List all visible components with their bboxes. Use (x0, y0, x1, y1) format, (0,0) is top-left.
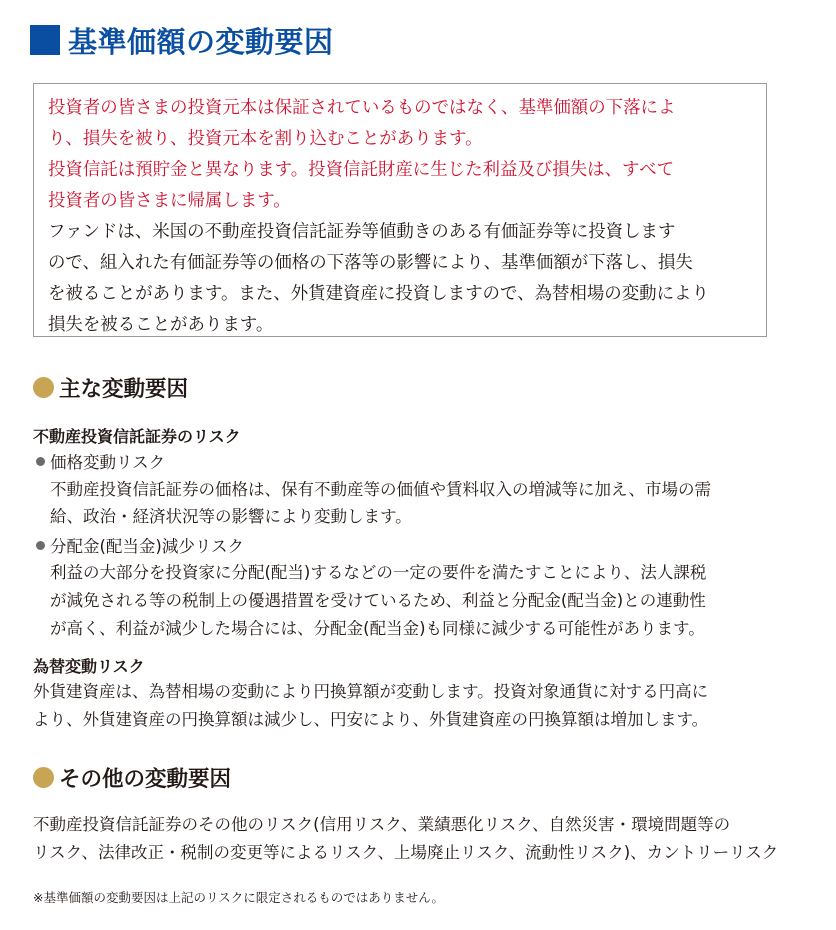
other-factors-heading-text: その他の変動要因 (59, 766, 232, 792)
footnote: ※基準価額の変動要因は上記のリスクに限定されるものではありません。 (33, 890, 444, 905)
price-risk-label-row (36, 449, 165, 473)
other-factors-text: リスク、法律改正・税制の変更等によるリスク、上場廃止リスク、流動性リスク)、カントリーリスク (33, 843, 779, 862)
notice-black-line: ので、組入れた有価証券等の価格の下落等の影響により、基準価額が下落し、損失 (48, 253, 693, 273)
notice-black-line: ファンドは、米国の不動産投資信託証券等値動きのある有価証券等に投資します (48, 222, 676, 242)
other-factors-text: 不動産投資信託証券のその他のリスク(信用リスク、業績悪化リスク、自然災害・環境問題等の (33, 815, 731, 834)
page-title-row (30, 20, 334, 60)
other-factors-heading (33, 762, 231, 792)
price-risk-text: 不動産投資信託証券の価格は、保有不動産等の価値や賃料収入の増減等に加え、市場の需 (50, 480, 711, 499)
fx-risk-text: 外貨建資産は、為替相場の変動により円換算額が変動します。投資対象通貨に対する円高に (33, 682, 709, 701)
gold-bullet-icon (33, 377, 54, 398)
notice-red-line: 投資信託は預貯金と異なります。投資信託財産に生じた利益及び損失は、すべて (48, 160, 675, 180)
fx-risk-heading: 為替変動リスク (33, 657, 145, 676)
main-factors-heading (33, 372, 188, 402)
gray-bullet-icon (36, 541, 45, 550)
page-title: 基準価額の変動要因 (68, 24, 334, 59)
dividend-risk-label: 分配金(配当金)減少リスク (50, 537, 245, 556)
gold-bullet-icon (33, 767, 54, 788)
dividend-risk-text: 利益の大部分を投資家に分配(配当)するなどの一定の要件を満たすことにより、法人課税 (50, 563, 707, 582)
notice-red-line: り、損失を被り、投資元本を割り込むことがあります。 (48, 129, 483, 149)
notice-black-line: を被ることがあります。また、外貨建資産に投資しますので、為替相場の変動により (48, 284, 709, 304)
notice-red-line: 投資者の皆さまに帰属します。 (48, 191, 291, 211)
dividend-risk-label-row (36, 533, 244, 557)
fx-risk-text: より、外貨建資産の円換算額は減少し、円安により、外貨建資産の円換算額は増加します。 (33, 710, 709, 729)
gray-bullet-icon (36, 457, 45, 466)
notice-red-line: 投資者の皆さまの投資元本は保証されているものではなく、基準価額の下落によ (48, 98, 676, 118)
notice-black-line: 損失を被ることがあります。 (48, 315, 274, 335)
price-risk-text: 給、政治・経済状況等の影響により変動します。 (50, 507, 412, 526)
reit-risk-heading: 不動産投資信託証券のリスク (33, 427, 241, 446)
dividend-risk-text: が減免される等の税制上の優遇措置を受けているため、利益と分配金(配当金)との連動性 (50, 591, 706, 610)
title-square-icon (30, 25, 60, 55)
price-risk-label: 価格変動リスク (50, 453, 166, 472)
main-factors-heading-text: 主な変動要因 (59, 376, 189, 402)
notice-box (33, 83, 767, 337)
dividend-risk-text: が高く、利益が減少した場合には、分配金(配当金)も同様に減少する可能性があります。 (50, 619, 705, 638)
